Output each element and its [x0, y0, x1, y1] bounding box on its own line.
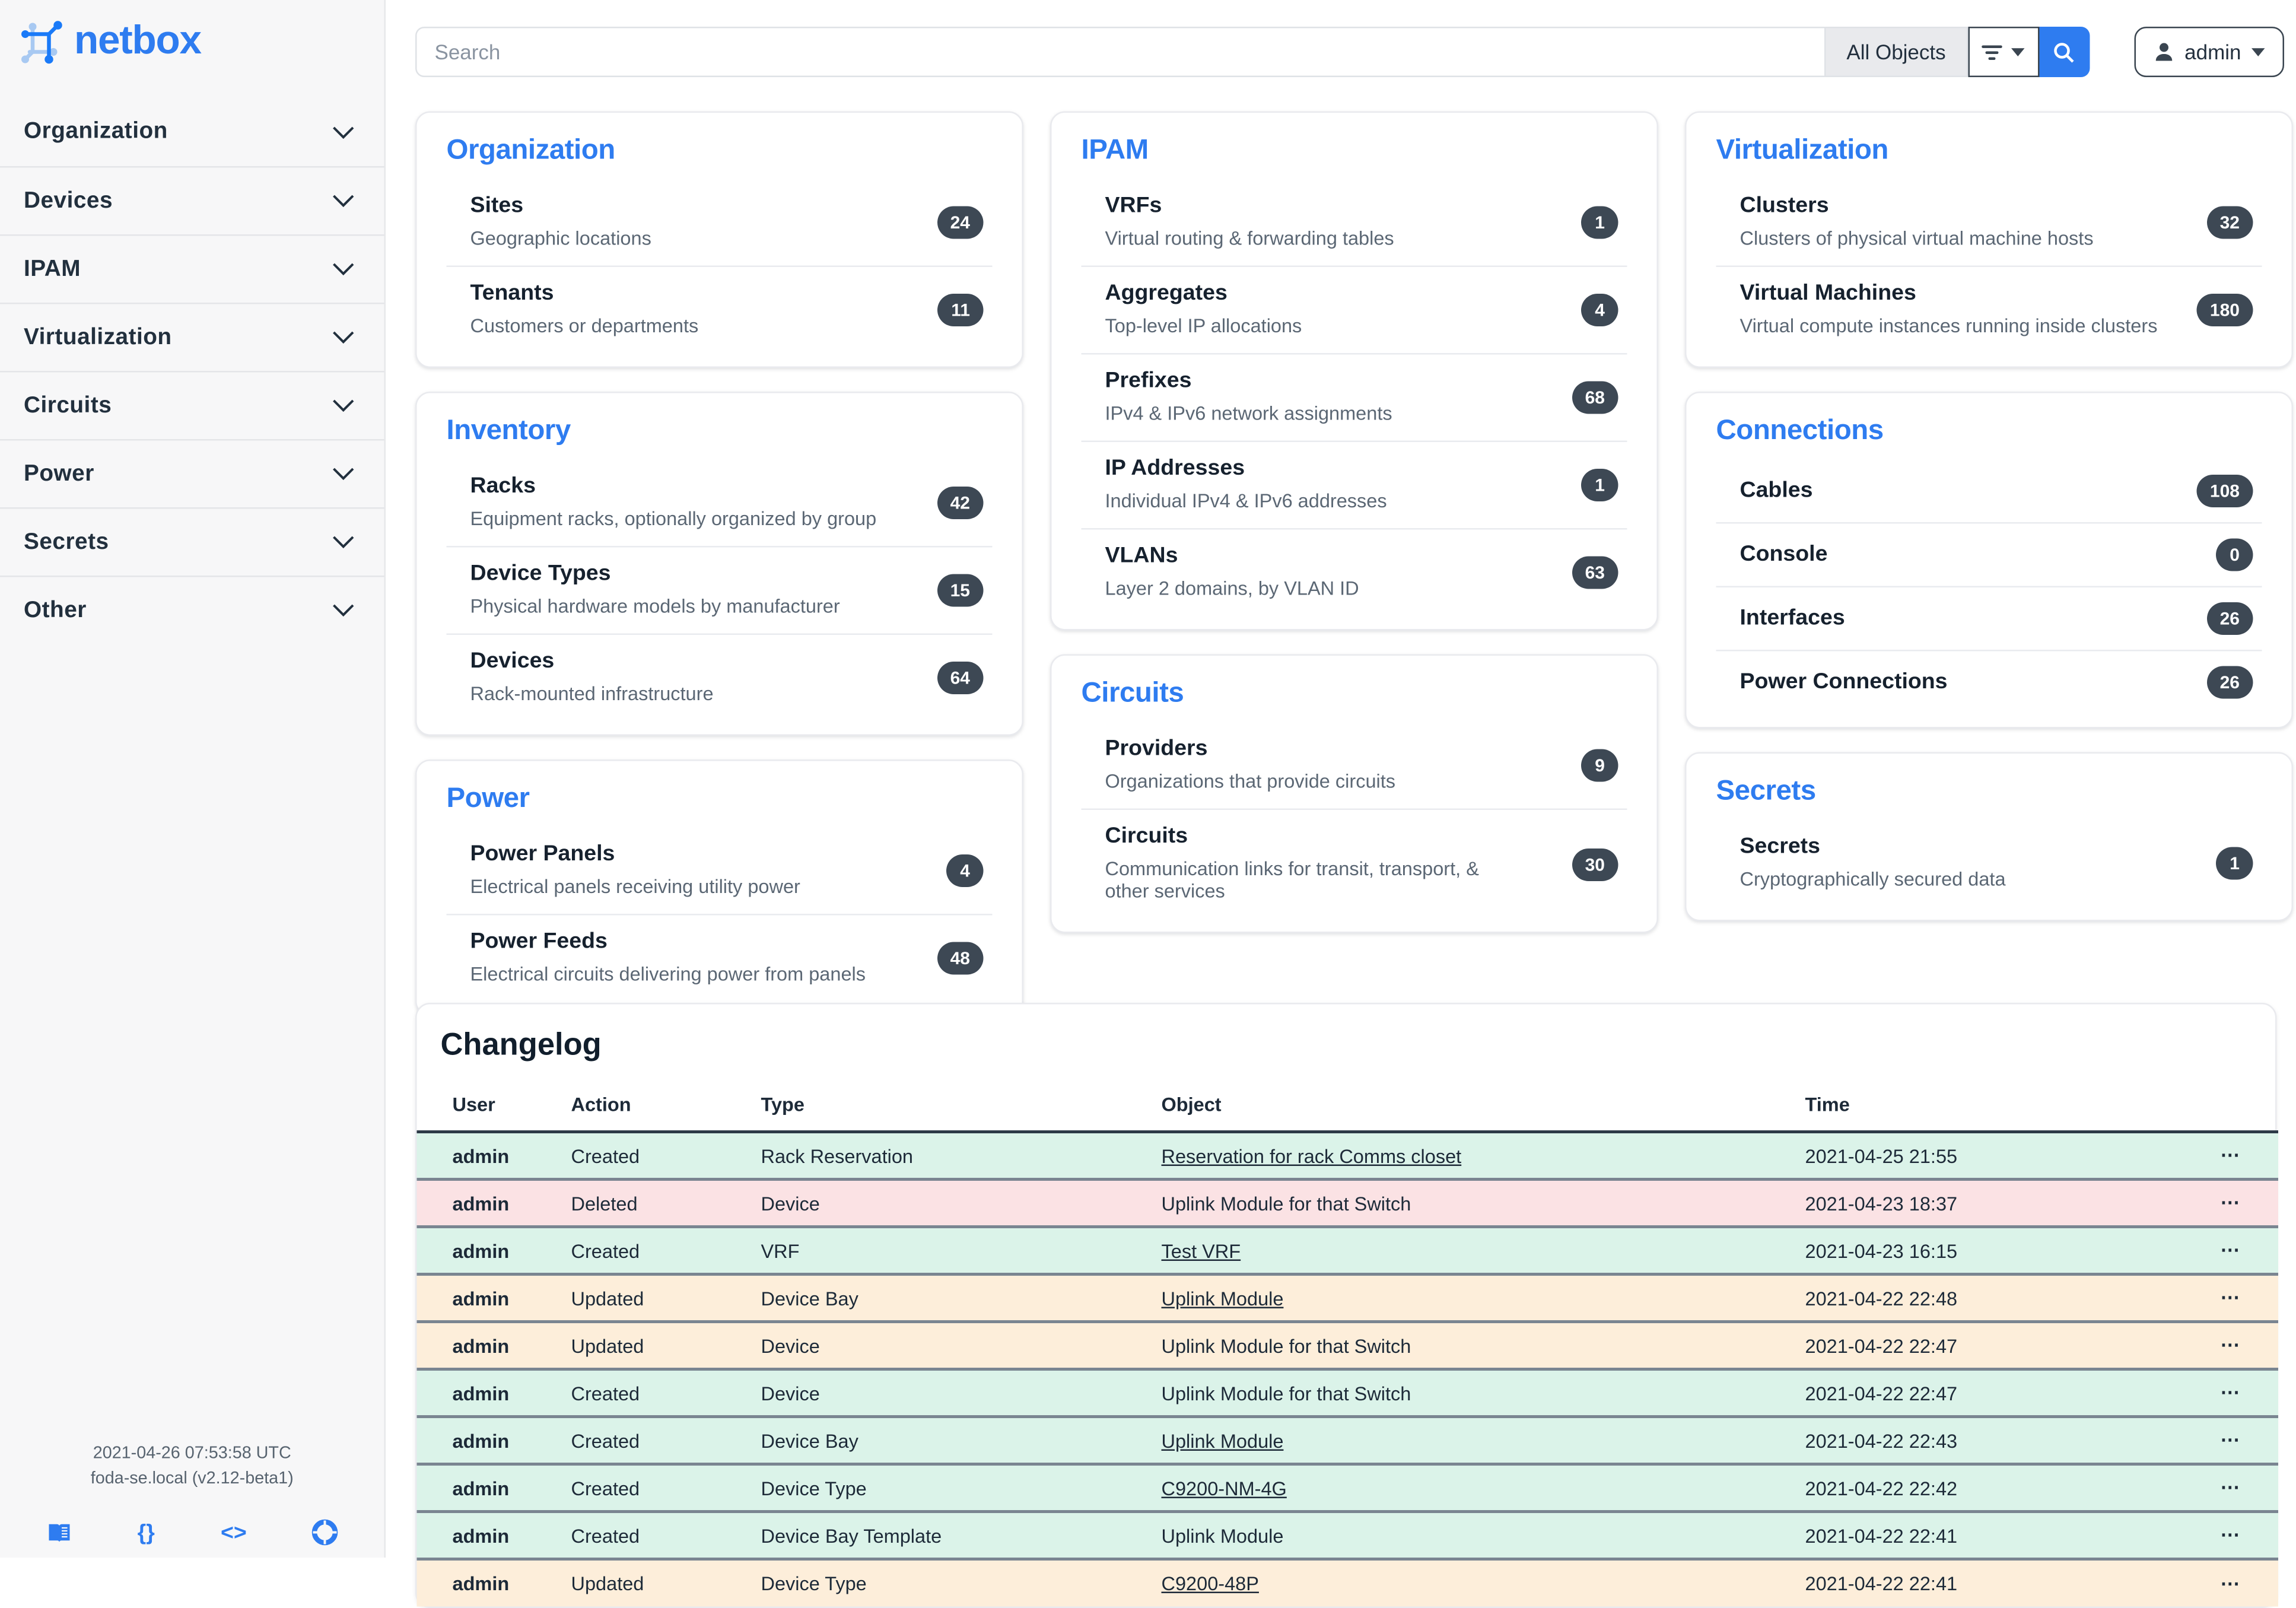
list-item[interactable]: [1716, 522, 2262, 586]
item-name-link[interactable]: Circuits: [1105, 823, 1188, 849]
cell-time: 2021-04-22 22:48: [1805, 1286, 1958, 1310]
cell-object: Uplink Module for that Switch: [1161, 1381, 1411, 1404]
cell-type: Device: [761, 1191, 820, 1215]
card-secrets: [1685, 752, 2293, 921]
item-description: Customers or departments: [470, 314, 699, 337]
cell-user: admin: [452, 1239, 510, 1262]
item-name-link[interactable]: Interfaces: [1740, 605, 1845, 631]
card-title-link[interactable]: Secrets: [1716, 776, 1816, 807]
card-power: [415, 759, 1023, 1016]
count-badge: 26: [2206, 602, 2253, 635]
cell-time: 2021-04-22 22:41: [1805, 1524, 1958, 1547]
search-icon: [2053, 41, 2076, 63]
sidebar-item-organization[interactable]: [0, 98, 384, 166]
count-badge: 9: [1582, 749, 1618, 782]
cell-object: [1162, 1559, 1805, 1607]
item-name-link[interactable]: Console: [1740, 541, 1828, 567]
cell-type: Rack Reservation: [761, 1144, 914, 1167]
list-item[interactable]: [447, 180, 993, 266]
changelog-table: [417, 1085, 2279, 1607]
topbar: [415, 27, 2284, 77]
table-row: [417, 1369, 2279, 1417]
cell-type: Device Bay: [761, 1429, 858, 1452]
object-link[interactable]: C9200-48P: [1161, 1572, 1259, 1595]
item-name-link[interactable]: Power Feeds: [470, 929, 608, 954]
cell-user: admin: [452, 1572, 510, 1595]
list-item[interactable]: [447, 266, 993, 354]
item-name-link[interactable]: VRFs: [1105, 193, 1162, 218]
chevron-down-icon: [332, 604, 355, 618]
sidebar-item-secrets[interactable]: [0, 507, 384, 576]
sidebar-item-label: Circuits: [24, 392, 112, 418]
item-name-link[interactable]: Racks: [470, 473, 536, 498]
cell-time: 2021-04-23 16:15: [1805, 1239, 1958, 1262]
item-name-link[interactable]: Prefixes: [1105, 368, 1192, 393]
cell-type: Device Type: [761, 1572, 867, 1595]
item-name-link[interactable]: VLANs: [1105, 543, 1178, 568]
sidebar-footer: [0, 1441, 384, 1492]
changelog-table-body: [417, 1132, 2279, 1607]
chevron-down-icon: [332, 468, 355, 481]
count-badge: 11: [938, 294, 984, 326]
item-name-link[interactable]: Providers: [1105, 736, 1208, 761]
object-link[interactable]: Uplink Module: [1161, 1429, 1284, 1452]
cell-time: 2021-04-22 22:41: [1805, 1572, 1958, 1595]
object-link[interactable]: Reservation for rack Comms closet: [1161, 1144, 1462, 1167]
cell-type: Device: [761, 1381, 820, 1404]
list-item[interactable]: [1082, 180, 1627, 266]
table-row: [417, 1180, 2279, 1227]
cell-object: [1162, 1417, 1805, 1464]
cell-action: Updated: [571, 1334, 644, 1357]
item-name-link[interactable]: IP Addresses: [1105, 455, 1245, 481]
search-scope-label: All Objects: [1826, 27, 1968, 77]
row-ellipsis: ⋯: [2220, 1381, 2240, 1403]
item-description: Geographic locations: [470, 227, 651, 249]
sidebar-item-devices[interactable]: [0, 166, 384, 234]
card-circuits: [1050, 654, 1658, 933]
item-name-link[interactable]: Devices: [470, 648, 555, 673]
cell-action: Updated: [571, 1286, 644, 1310]
cell-type: Device Bay: [761, 1286, 858, 1310]
count-badge: 0: [2217, 539, 2253, 571]
list-item[interactable]: [1082, 723, 1627, 809]
item-name-link[interactable]: Cables: [1740, 478, 1813, 503]
row-ellipsis: ⋯: [2220, 1143, 2240, 1166]
cell-user: admin: [452, 1429, 510, 1452]
item-name-link[interactable]: Clusters: [1740, 193, 1829, 218]
column-header-actions: [2155, 1085, 2279, 1132]
user-label: admin: [2184, 40, 2241, 64]
count-badge: 42: [937, 487, 983, 519]
card-connections: [1685, 392, 2293, 729]
object-link[interactable]: Uplink Module: [1161, 1286, 1284, 1310]
cell-type: Device Type: [761, 1476, 867, 1499]
count-badge: 48: [937, 942, 983, 975]
chevron-down-icon: [332, 195, 355, 208]
column-header-action: Action: [571, 1093, 631, 1116]
table-row: [417, 1322, 2279, 1369]
changelog-title: Changelog: [440, 1028, 602, 1062]
search-filter-button[interactable]: [1968, 27, 2039, 77]
card-title-link[interactable]: Virtualization: [1716, 135, 1888, 166]
cell-type: VRF: [761, 1239, 800, 1262]
cell-user: admin: [452, 1476, 510, 1499]
count-badge: 32: [2206, 206, 2253, 239]
cell-user: admin: [452, 1144, 510, 1167]
chevron-down-icon: [2012, 47, 2025, 56]
list-item[interactable]: [1716, 180, 2262, 266]
cell-object: Uplink Module: [1161, 1524, 1284, 1547]
card-organization: [415, 112, 1023, 368]
table-row: [417, 1227, 2279, 1275]
api-braces-icon[interactable]: {}: [137, 1520, 155, 1545]
cell-type: Device: [761, 1334, 820, 1357]
list-item[interactable]: [1082, 266, 1627, 354]
cell-time: 2021-04-22 22:43: [1805, 1429, 1958, 1452]
column-header-object: Object: [1161, 1093, 1222, 1116]
chevron-down-icon: [2252, 47, 2265, 56]
cell-time: 2021-04-22 22:47: [1805, 1381, 1958, 1404]
cell-object: [1162, 1227, 1805, 1275]
sidebar-footer-icons: [0, 1520, 384, 1545]
count-badge: 63: [1572, 557, 1618, 589]
dashboard-column-2: [1050, 112, 1658, 1040]
table-row: [417, 1559, 2279, 1607]
sidebar-item-label: IPAM: [24, 256, 81, 281]
row-ellipsis: ⋯: [2220, 1523, 2240, 1546]
card-title-link[interactable]: Circuits: [1081, 678, 1184, 709]
item-description: Physical hardware models by manufacturer: [470, 595, 840, 617]
card-title-link[interactable]: Organization: [446, 135, 615, 166]
list-item[interactable]: [1082, 809, 1627, 919]
cell-object: [1162, 1464, 1805, 1512]
item-name-link[interactable]: Tenants: [470, 280, 554, 306]
list-item[interactable]: [1082, 528, 1627, 616]
sidebar-item-label: Devices: [24, 188, 113, 213]
chevron-down-icon: [332, 399, 355, 413]
row-ellipsis: ⋯: [2220, 1571, 2240, 1594]
sidebar-item-ipam[interactable]: [0, 234, 384, 303]
item-description: Equipment racks, optionally organized by group: [470, 507, 877, 530]
main-content: [386, 0, 2296, 1595]
card-title-link[interactable]: Inventory: [446, 415, 571, 447]
search-bar: [415, 27, 2090, 77]
count-badge: 108: [2196, 475, 2253, 507]
sidebar-item-label: Organization: [24, 119, 168, 144]
search-input[interactable]: [415, 27, 1826, 77]
support-lifebuoy-icon[interactable]: [313, 1521, 336, 1545]
footer-host-version: foda-se.local (v2.12-beta1): [90, 1469, 294, 1488]
user-menu-button[interactable]: [2134, 27, 2284, 77]
dashboard-cards: [415, 112, 2293, 1040]
item-description: Communication links for transit, transport, & other services: [1105, 857, 1479, 902]
filter-icon: [1982, 44, 2003, 61]
list-item[interactable]: [1716, 821, 2262, 907]
item-name-link[interactable]: Aggregates: [1105, 280, 1227, 306]
sidebar-item-circuits[interactable]: [0, 371, 384, 439]
item-description: Cryptographically secured data: [1740, 867, 2006, 890]
cell-time: 2021-04-25 21:55: [1805, 1144, 1958, 1167]
table-row: [417, 1132, 2279, 1180]
item-description: Electrical panels receiving utility power: [470, 875, 800, 898]
count-badge: 30: [1572, 848, 1618, 881]
search-submit-button[interactable]: [2039, 27, 2090, 77]
object-link[interactable]: C9200-NM-4G: [1161, 1476, 1287, 1499]
chevron-down-icon: [332, 125, 355, 139]
row-ellipsis: ⋯: [2220, 1191, 2240, 1213]
cell-action: Created: [571, 1476, 640, 1499]
list-item[interactable]: [1082, 353, 1627, 441]
user-icon: [2154, 42, 2174, 62]
item-description: Rack-mounted infrastructure: [470, 682, 714, 705]
chevron-down-icon: [332, 263, 355, 277]
sidebar-item-label: Other: [24, 597, 87, 622]
item-description: Electrical circuits delivering power from panels: [470, 962, 866, 985]
cell-user: admin: [452, 1381, 510, 1404]
card-inventory: [415, 392, 1023, 736]
row-ellipsis: ⋯: [2220, 1286, 2240, 1308]
cell-object: [1162, 1275, 1805, 1322]
count-badge: 68: [1572, 382, 1618, 414]
row-ellipsis: ⋯: [2220, 1333, 2240, 1356]
count-badge: 15: [937, 574, 983, 607]
item-name-link[interactable]: Secrets: [1740, 834, 1821, 859]
cell-action: Updated: [571, 1572, 644, 1595]
cell-object: [1162, 1132, 1805, 1180]
sidebar-nav: [0, 98, 384, 644]
item-description: Virtual compute instances running inside clusters: [1740, 314, 2158, 337]
source-code-icon[interactable]: <>: [220, 1520, 247, 1545]
item-name-link[interactable]: Sites: [470, 193, 524, 218]
changelog-table-header: [417, 1085, 2279, 1132]
column-header-type: Type: [761, 1093, 804, 1116]
column-header-time: Time: [1805, 1093, 1850, 1116]
item-description: Layer 2 domains, by VLAN ID: [1105, 577, 1359, 599]
sidebar: [0, 0, 386, 1557]
item-description: Virtual routing & forwarding tables: [1105, 227, 1394, 249]
chevron-down-icon: [332, 536, 355, 549]
sidebar-item-other[interactable]: [0, 576, 384, 644]
cell-user: admin: [452, 1286, 510, 1310]
list-item[interactable]: [1082, 441, 1627, 529]
row-ellipsis: ⋯: [2220, 1428, 2240, 1451]
cell-time: 2021-04-22 22:42: [1805, 1476, 1958, 1499]
row-ellipsis: ⋯: [2220, 1476, 2240, 1498]
item-description: IPv4 & IPv6 network assignments: [1105, 402, 1392, 424]
cell-time: 2021-04-22 22:47: [1805, 1334, 1958, 1357]
cell-action: Created: [571, 1239, 640, 1262]
netbox-logo-text: netbox: [74, 18, 201, 62]
sidebar-item-label: Power: [24, 460, 94, 486]
cell-user: admin: [452, 1334, 510, 1357]
cell-time: 2021-04-23 18:37: [1805, 1191, 1958, 1215]
cell-action: Deleted: [571, 1191, 638, 1215]
count-badge: 180: [2196, 294, 2253, 326]
cell-action: Created: [571, 1144, 640, 1167]
changelog-panel: [415, 1003, 2277, 1608]
item-name-link[interactable]: Power Connections: [1740, 669, 1948, 694]
table-row: [417, 1512, 2279, 1559]
item-description: Top-level IP allocations: [1105, 314, 1302, 337]
list-item[interactable]: [447, 914, 993, 1002]
sidebar-item-virtualization[interactable]: [0, 303, 384, 371]
cell-action: Created: [571, 1429, 640, 1452]
cell-action: Created: [571, 1381, 640, 1404]
item-description: Clusters of physical virtual machine hosts: [1740, 227, 2094, 249]
card-ipam: [1050, 112, 1658, 631]
object-link[interactable]: Test VRF: [1161, 1239, 1241, 1262]
count-badge: 24: [937, 206, 983, 239]
card-virtualization: [1685, 112, 2293, 368]
count-badge: 1: [2217, 847, 2253, 880]
list-item[interactable]: [447, 460, 993, 546]
card-title-link[interactable]: IPAM: [1081, 135, 1149, 166]
cell-object: Uplink Module for that Switch: [1161, 1334, 1411, 1357]
item-name-link[interactable]: Device Types: [470, 561, 611, 586]
chevron-down-icon: [332, 331, 355, 345]
count-badge: 64: [937, 662, 983, 694]
docs-book-icon[interactable]: [48, 1521, 72, 1544]
cell-user: admin: [452, 1191, 510, 1215]
cell-action: Created: [571, 1524, 640, 1547]
count-badge: 26: [2206, 666, 2253, 699]
table-row: [417, 1275, 2279, 1322]
list-item[interactable]: [1716, 460, 2262, 522]
footer-timestamp: 2021-04-26 07:53:58 UTC: [93, 1444, 291, 1462]
list-item[interactable]: [1716, 586, 2262, 650]
sidebar-item-power[interactable]: [0, 439, 384, 507]
table-row: [417, 1417, 2279, 1464]
item-description: Organizations that provide circuits: [1105, 770, 1396, 792]
dashboard-column-3: [1685, 112, 2293, 1040]
count-badge: 4: [947, 854, 984, 887]
count-badge: 1: [1582, 469, 1618, 501]
netbox-logo-icon: [21, 20, 62, 62]
cell-user: admin: [452, 1524, 510, 1547]
list-item[interactable]: [447, 828, 993, 914]
item-name-link[interactable]: Virtual Machines: [1740, 280, 1916, 306]
list-item[interactable]: [1716, 650, 2262, 714]
dashboard-column-1: [415, 112, 1023, 1040]
sidebar-item-label: Virtualization: [24, 324, 172, 349]
table-row: [417, 1464, 2279, 1512]
column-header-user: User: [452, 1093, 495, 1116]
cell-object: Uplink Module for that Switch: [1161, 1191, 1411, 1215]
list-item[interactable]: [1716, 266, 2262, 354]
count-badge: 4: [1582, 294, 1618, 326]
sidebar-item-label: Secrets: [24, 529, 109, 554]
row-ellipsis: ⋯: [2220, 1238, 2240, 1261]
netbox-logo[interactable]: [21, 18, 201, 64]
list-item[interactable]: [447, 546, 993, 634]
item-name-link[interactable]: Power Panels: [470, 841, 615, 866]
card-title-link[interactable]: Connections: [1716, 415, 1884, 447]
count-badge: 1: [1582, 206, 1618, 239]
list-item[interactable]: [447, 634, 993, 722]
item-description: Individual IPv4 & IPv6 addresses: [1105, 490, 1387, 512]
cell-type: Device Bay Template: [761, 1524, 942, 1547]
card-title-link[interactable]: Power: [446, 783, 530, 815]
